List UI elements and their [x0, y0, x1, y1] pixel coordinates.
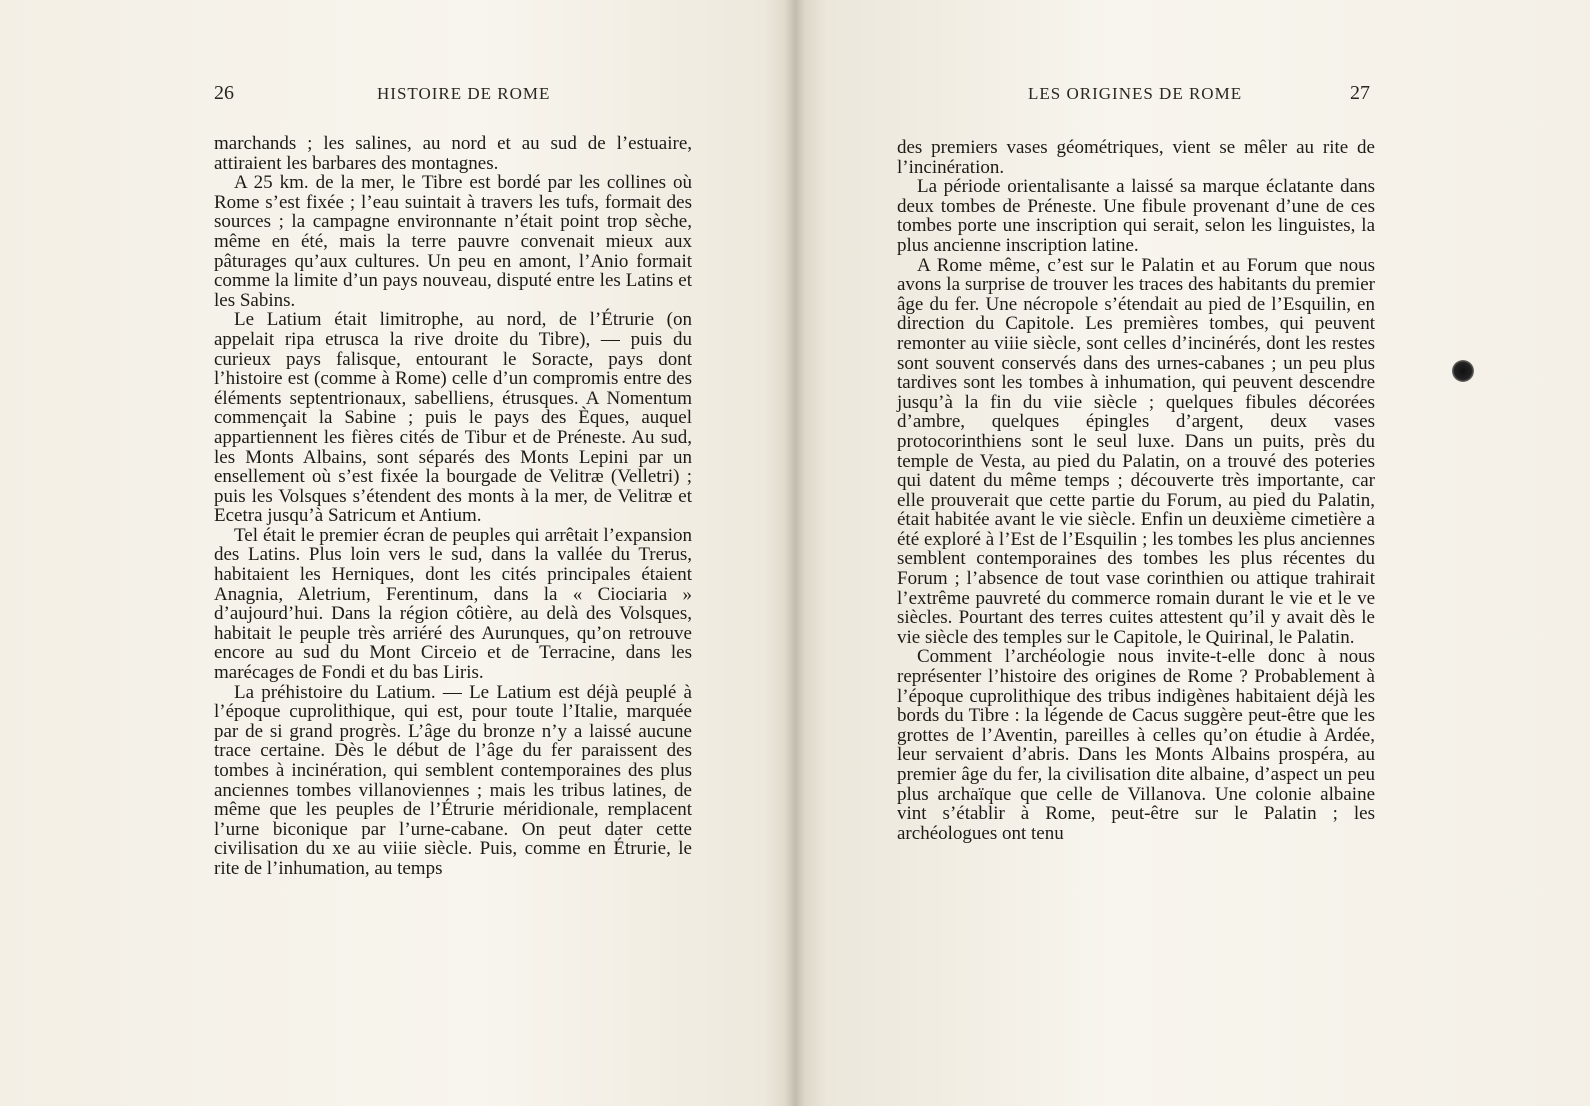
- paragraph: La préhistoire du Latium. — Le Latium est déjà peuplé à l’époque cuprolithique, qui est, pour toute l’Italie, marquée par de si grand progrès. L’âge du bronze n’y a laissé aucune trace certaine. Dès le début de l’âge du fer paraissent des tombes à incinération, qui semblent contemporaines des plus anciennes tombes villanoviennes ; mais les tribus latines, de même que les peuples de l’Étrurie méridionale, remplacent l’urne biconique par l’urne-cabane. On peut dater cette civilisation du xe au viiie siècle. Puis, comme en Étrurie, le rite de l’inhumation, au temps: [214, 681, 692, 879]
- paragraph: A Rome même, c’est sur le Palatin et au Forum que nous avons la surprise de trouver les traces des habitants du premier âge du fer. Une nécropole s’étendait au pied de l’Esquilin, en direction du Capitole. Les premières tombes, qui peuvent remonter au viiie siècle, sont celles d’incinérés, dont les restes sont souvent conservés dans des urnes-cabanes ; un peu plus tardives sont les tombes à inhumation, qui peuvent descendre jusqu’à la fin du viie siècle ; quelques fibules décorées d’ambre, quelques épingles d’argent, deux vases protocorinthiens sont le seul luxe. Dans un puits, près du temple de Vesta, au pied du Palatin, on a trouvé des poteries qui datent du même temps ; découverte très importante, car elle prouverait que cette partie du Forum, au pied du Palatin, était habitée avant le vie siècle. Enfin un deuxième cimetière a été exploré à l’Est de l’Esquilin ; les tombes les plus anciennes semblent contemporaines des tombes les plus récentes du Forum ; l’absence de tout vase corinthien ou attique trahirait l’extrême pauvreté du commerce romain durant le vie et le ve siècles. Pourtant des terres cuites attestent qu’il y avait dès le vie siècle des temples sur le Capitole, le Quirinal, le Palatin.: [897, 254, 1375, 648]
- running-head: LES ORIGINES DE ROME: [1028, 84, 1243, 103]
- paragraph: Comment l’archéologie nous invite-t-elle donc à nous représenter l’histoire des origines de Rome ? Probablement à l’époque cuprolithique des tribus indigènes habitaient déjà les bords du Tibre : la légende de Cacus suggère peut-être que les grottes de l’Aventin, pareilles à celles qu’on étudie à Ardée, leur servaient d’abris. Dans les Monts Albains prospéra, au premier âge du fer, la civilisation dite albaine, d’aspect un peu plus archaïque que celle de Villanova. Une colonie albaine vint s’établir à Rome, peut-être sur le Palatin ; les archéologues ont tenu: [897, 646, 1375, 844]
- left-page-text: [214, 134, 692, 879]
- page-number: 26: [214, 82, 234, 104]
- binding-hole-mark: [1452, 360, 1474, 382]
- page-number: 27: [1350, 82, 1370, 104]
- right-page-text: [897, 138, 1375, 843]
- paragraph: A 25 km. de la mer, le Tibre est bordé par les collines où Rome s’est fixée ; l’eau suintait à travers les tufs, formait des sources ; la campagne environnante n’était point trop sèche, même en été, mais la terre pauvre convenait mieux aux pâturages qu’aux cultures. Un peu en amont, l’Anio formait comme la limite d’un pays nouveau, disputé entre les Latins et les Sabins.: [214, 172, 692, 311]
- running-head: HISTOIRE DE ROME: [377, 84, 551, 103]
- paragraph: Tel était le premier écran de peuples qui arrêtait l’expansion des Latins. Plus loin vers le sud, dans la vallée du Trerus, habitaient les Herniques, dont les cités principales étaient Anagnia, Aletrium, Ferentinum, dans la « Ciociaria » d’aujourd’hui. Dans la région côtière, au delà des Volsques, habitait le peuple très arriéré des Aurunques, qu’on retrouve encore au sud du Mont Circeio et de Terracine, dans les marécages de Fondi et du bas Liris.: [214, 524, 692, 684]
- right-page: [795, 0, 1590, 1106]
- paragraph: des premiers vases géométriques, vient se mêler au rite de l’incinération.: [897, 137, 1375, 178]
- paragraph: marchands ; les salines, au nord et au sud de l’estuaire, attiraient les barbares des montagnes.: [214, 133, 692, 174]
- paragraph: Le Latium était limitrophe, au nord, de l’Étrurie (on appelait ripa etrusca la rive droite du Tibre), — puis du curieux pays falisque, entourant le Soracte, pays dont l’histoire est (comme à Rome) celle d’un compromis entre des éléments septentrionaux, sabelliens, étrusques. A Nomentum commençait la Sabine ; puis le pays des Èques, auquel appartiennent les fières cités de Tibur et de Préneste. Au sud, les Monts Albains, sont séparés des Monts Lepini par un ensellement où s’est fixée la bourgade de Velitræ (Velletri) ; puis les Volsques s’étendent des monts à la mer, de Velitræ et Ecetra jusqu’à Satricum et Antium.: [214, 309, 692, 527]
- paragraph: La période orientalisante a laissé sa marque éclatante dans deux tombes de Préneste. Une fibule provenant d’une de ces tombes porte une inscription qui serait, selon les linguistes, la plus ancienne inscription latine.: [897, 176, 1375, 256]
- book-gutter: [785, 0, 805, 1106]
